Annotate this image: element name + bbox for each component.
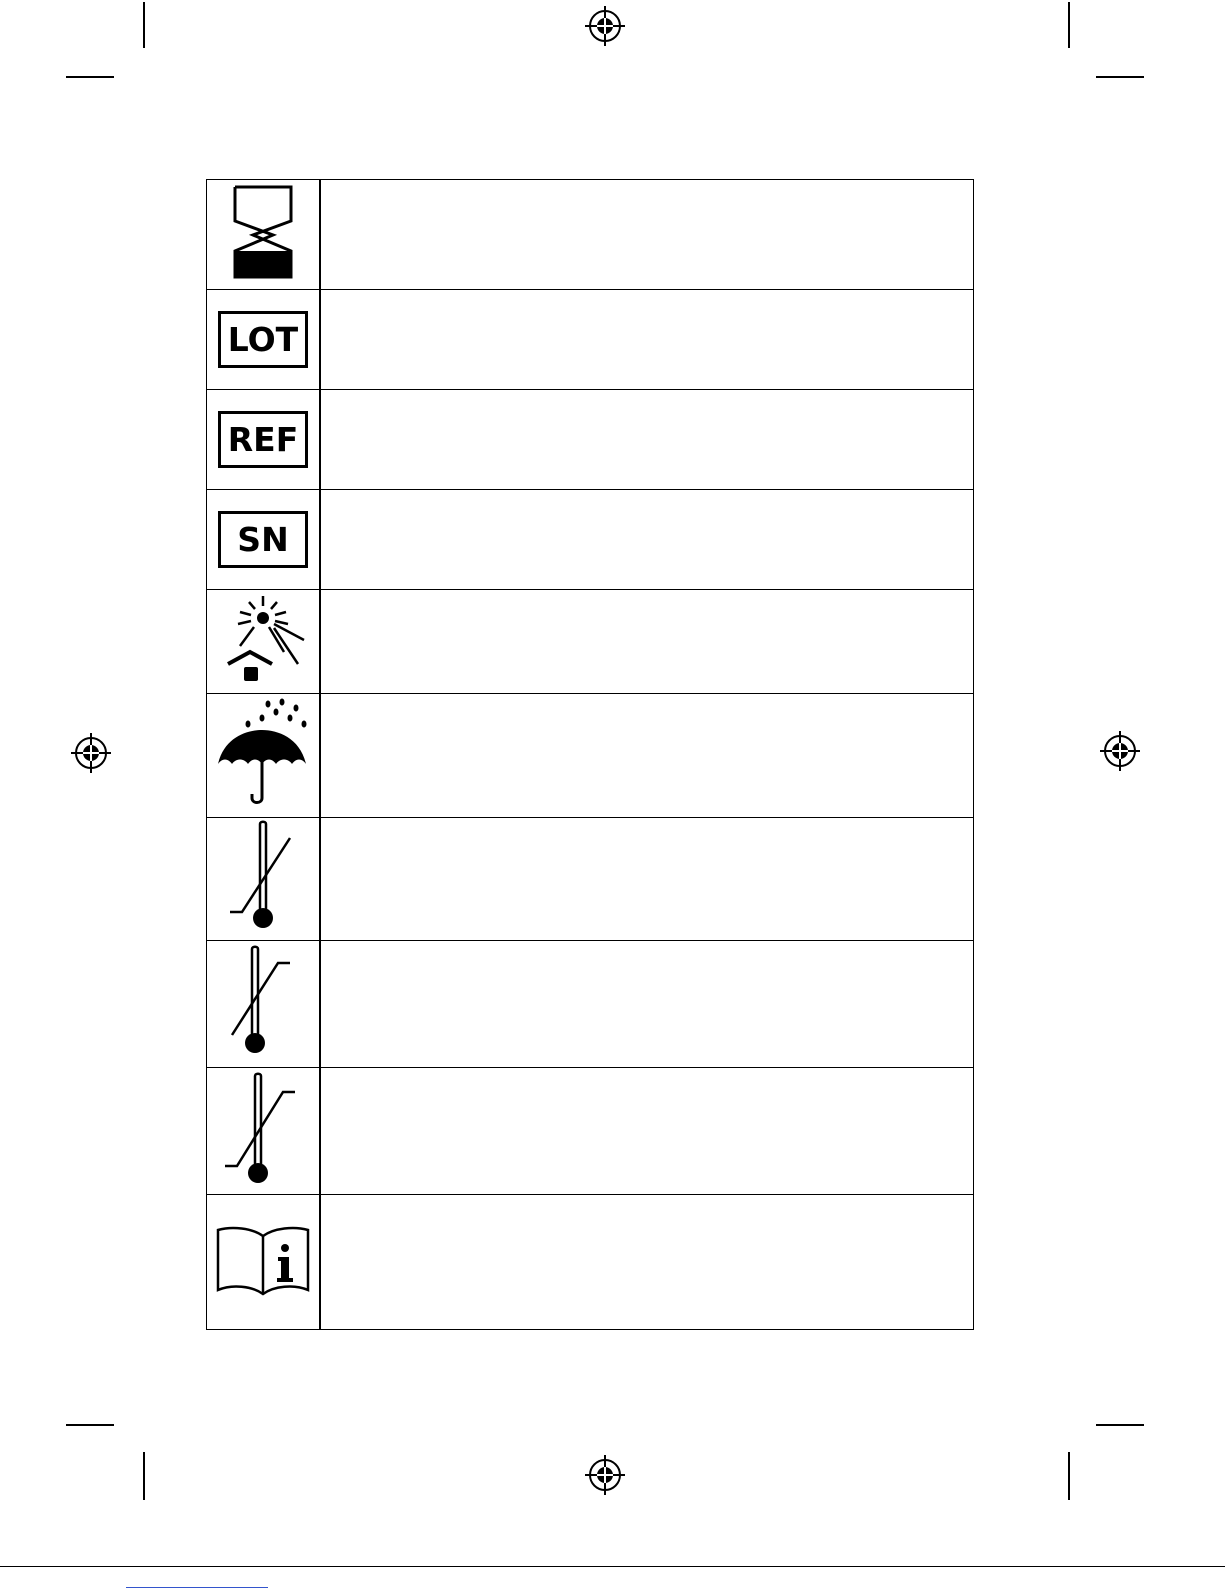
registration-mark-left-icon (71, 733, 111, 773)
registration-mark-top-icon (585, 6, 625, 46)
thermometer-upper-limit-icon (228, 945, 298, 1062)
table-row (207, 817, 973, 940)
ref-label-icon: REF (218, 411, 308, 468)
table-row (207, 289, 973, 389)
sun-shelter-icon (216, 594, 310, 689)
symbol-cell (207, 180, 319, 289)
sn-label-icon: SN (218, 511, 308, 568)
hourglass-icon (233, 185, 293, 284)
symbol-cell (207, 1067, 319, 1194)
symbol-description (321, 389, 973, 489)
symbol-cell (207, 940, 319, 1067)
trim-line-bottom (0, 1566, 1225, 1567)
symbol-cell (207, 489, 319, 589)
crop-mark-top-left-vertical (143, 2, 145, 48)
symbol-table (206, 179, 974, 1330)
symbol-description (321, 489, 973, 589)
symbol-cell (207, 1194, 319, 1331)
lot-label-icon: LOT (218, 311, 308, 368)
crop-mark-bottom-left-vertical (143, 1452, 145, 1500)
registration-mark-right-icon (1100, 731, 1140, 771)
crop-mark-bottom-right-vertical (1068, 1452, 1070, 1500)
table-row (207, 489, 973, 589)
symbol-cell (207, 817, 319, 940)
symbol-description (321, 289, 973, 389)
crop-mark-bottom-left-horizontal (66, 1424, 114, 1426)
table-row (207, 940, 973, 1067)
symbol-cell (207, 289, 319, 389)
table-row (207, 1194, 973, 1331)
crop-mark-bottom-right-horizontal (1096, 1424, 1144, 1426)
symbol-description (321, 1194, 973, 1331)
symbol-description (321, 180, 973, 289)
symbol-description (321, 817, 973, 940)
thermometer-lower-limit-icon (228, 820, 298, 937)
symbol-description (321, 693, 973, 817)
table-row (207, 389, 973, 489)
symbol-description (321, 1067, 973, 1194)
table-row (207, 1067, 973, 1194)
thermometer-range-icon (223, 1072, 303, 1189)
symbol-description (321, 940, 973, 1067)
table-row (207, 180, 973, 289)
umbrella-rain-icon (216, 698, 310, 813)
book-info-icon (216, 1224, 310, 1301)
symbol-cell (207, 589, 319, 693)
symbol-cell (207, 389, 319, 489)
symbol-cell (207, 693, 319, 817)
crop-mark-top-right-vertical (1068, 2, 1070, 48)
table-row (207, 693, 973, 817)
crop-mark-top-left-horizontal (66, 76, 114, 78)
symbol-description (321, 589, 973, 693)
table-row (207, 589, 973, 693)
registration-mark-bottom-icon (585, 1455, 625, 1495)
crop-mark-top-right-horizontal (1096, 76, 1144, 78)
